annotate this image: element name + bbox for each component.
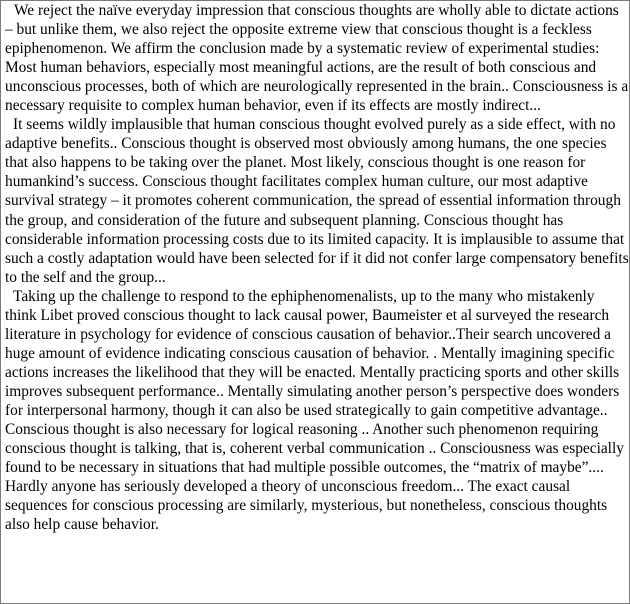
document-body	[5, 1, 629, 534]
paragraph-3: Taking up the challenge to respond to the ephiphenomenalists, up to the many who mistakenly think Libet proved conscious thought to lack causal power, Baumeister et al surveyed the research literature in psychology for evidence of conscious causation of behavior..Their search uncovered a huge amount of evidence indicating conscious causation of behavior. . Mentally imagining specific actions increases the likelihood that they will be enacted. Mentally practicing sports and other skills improves subsequent performance.. Mentally simulating another person’s perspective does wonders for interpersonal harmony, though it can also be used strategically to gain competitive advantage.. Conscious thought is also necessary for logical reasoning .. Another such phenomenon requiring conscious thought is talking, that is, coherent verbal communication .. Consciousness was especially found to be necessary in situations that had multiple possible outcomes, the “matrix of maybe”.... Hardly anyone has seriously developed a theory of unconscious freedom... The exact causal sequences for conscious processing are similarly, mysterious, but nonetheless, conscious thoughts also help cause behavior.	[5, 287, 624, 534]
paragraph-1: We reject the naïve everyday impression that conscious thoughts are wholly able to dictate actions – but unlike them, we also reject the opposite extreme view that conscious thought is a feckless epiphenomenon. We affirm the conclusion made by a systematic review of experimental studies: Most human behaviors, especially most meaningful actions, are the result of both conscious and unconscious processes, both of which are neurologically represented in the brain.. Consciousness is a necessary requisite to complex human behavior, even if its effects are mostly indirect...	[5, 2, 629, 115]
paragraph-2: It seems wildly implausible that human conscious thought evolved purely as a side effect, with no adaptive benefits.. Conscious thought is observed most obviously among humans, the one species that also happens to be taking over the planet. Most likely, conscious thought is one reason for humankind’s success. Conscious thought facilitates complex human culture, our most adaptive survival strategy – it promotes coherent communication, the spread of essential information through the group, and consideration of the future and subsequent planning. Conscious thought has considerable information processing costs due to its limited capacity. It is implausible to assume that such a costly adaptation would have been selected for if it did not confer large compensatory benefits to the self and the group...	[5, 116, 629, 286]
